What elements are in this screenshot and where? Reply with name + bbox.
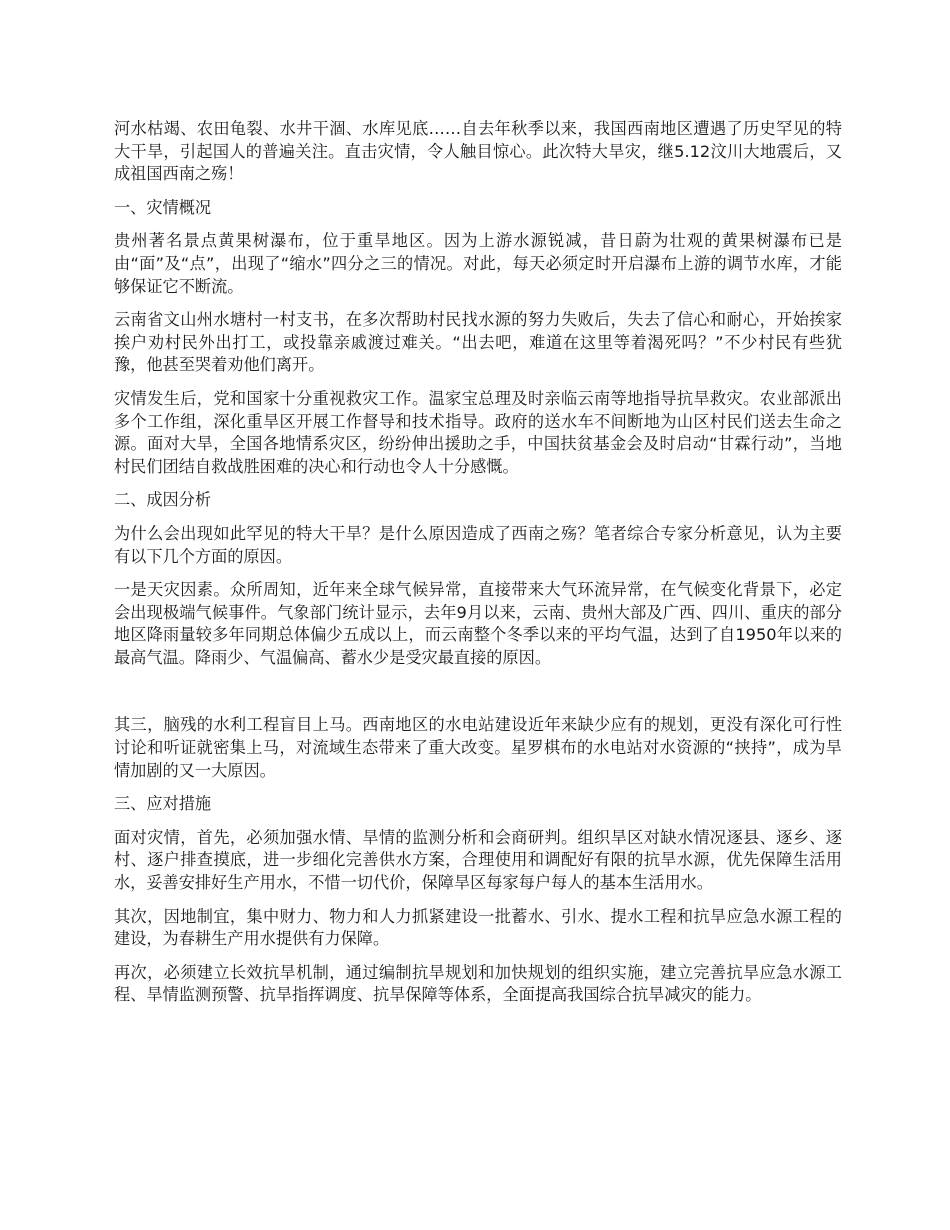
paragraph: 贵州著名景点黄果树瀑布，位于重旱地区。因为上游水源锐减，昔日蔚为壮观的黄果树瀑布已是由“面”及“点”，出现了“缩水”四分之三的情况。对此，每天必须定时开启瀑布上游的调节水库，才能够保证它不断流。 [114,231,842,296]
document-body [114,118,842,1018]
section-heading-measures: 三、应对措施 [114,794,212,814]
intro-paragraph: 河水枯竭、农田龟裂、水井干涸、水库见底……自去年秋季以来，我国西南地区遭遇了历史罕见的特大干旱，引起国人的普遍关注。直击灾情，令人触目惊心。此次特大旱灾，继5.12汶川大地震后，又成祖国西南之殇！ [114,119,842,184]
paragraph: 面对灾情，首先，必须加强水情、旱情的监测分析和会商研判。组织旱区对缺水情况逐县、逐乡、逐村、逐户排查摸底，进一步细化完善供水方案，合理使用和调配好有限的抗旱水源，优先保障生活用水，妥善安排好生产用水，不惜一切代价，保障旱区每家每户每人的基本生活用水。 [114,827,842,893]
section-heading-situation: 一、灾情概况 [114,197,212,217]
paragraph: 其次，因地制宜，集中财力、物力和人力抓紧建设一批蓄水、引水、提水工程和抗旱应急水源工程的建设，为春耕生产用水提供有力保障。 [114,906,842,949]
blank-gap [114,680,842,714]
paragraph: 再次，必须建立长效抗旱机制，通过编制抗旱规划和加快规划的组织实施，建立完善抗旱应急水源工程、旱情监测预警、抗旱指挥调度、抗旱保障等体系，全面提高我国综合抗旱减灾的能力。 [114,962,842,1005]
section-heading-causes: 二、成因分析 [114,490,212,510]
paragraph: 云南省文山州水塘村一村支书，在多次帮助村民找水源的努力失败后，失去了信心和耐心，开始挨家挨户劝村民外出打工，或投靠亲戚渡过难关。“出去吧，难道在这里等着渴死吗？”不少村民有些犹豫，他甚至哭着劝他们离开。 [114,310,842,375]
paragraph: 为什么会出现如此罕见的特大干旱？是什么原因造成了西南之殇？笔者综合专家分析意见，认为主要有以下几个方面的原因。 [114,523,842,566]
paragraph: 其三，脑残的水利工程盲目上马。西南地区的水电站建设近年来缺少应有的规划，更没有深化可行性讨论和听证就密集上马，对流域生态带来了重大改变。星罗棋布的水电站对水资源的“挟持”，成为旱情加剧的又一大原因。 [114,715,842,780]
paragraph: 一是天灾因素。众所周知，近年来全球气候异常，直接带来大气环流异常，在气候变化背景下，必定会出现极端气候事件。气象部门统计显示，去年9月以来，云南、贵州大部及广西、四川、重庆的部分地区降雨量较多年同期总体偏少五成以上，而云南整个冬季以来的平均气温，达到了自1950年以来的最高气温。降雨少、气温偏高、蓄水少是受灾最直接的原因。 [114,580,842,667]
paragraph: 灾情发生后，党和国家十分重视救灾工作。温家宝总理及时亲临云南等地指导抗旱救灾。农业部派出多个工作组，深化重旱区开展工作督导和技术指导。政府的送水车不间断地为山区村民们送去生命之源。面对大旱，全国各地情系灾区，纷纷伸出援助之手，中国扶贫基金会及时启动“甘霖行动”，当地村民们团结自救战胜困难的决心和行动也令人十分感慨。 [114,388,842,476]
